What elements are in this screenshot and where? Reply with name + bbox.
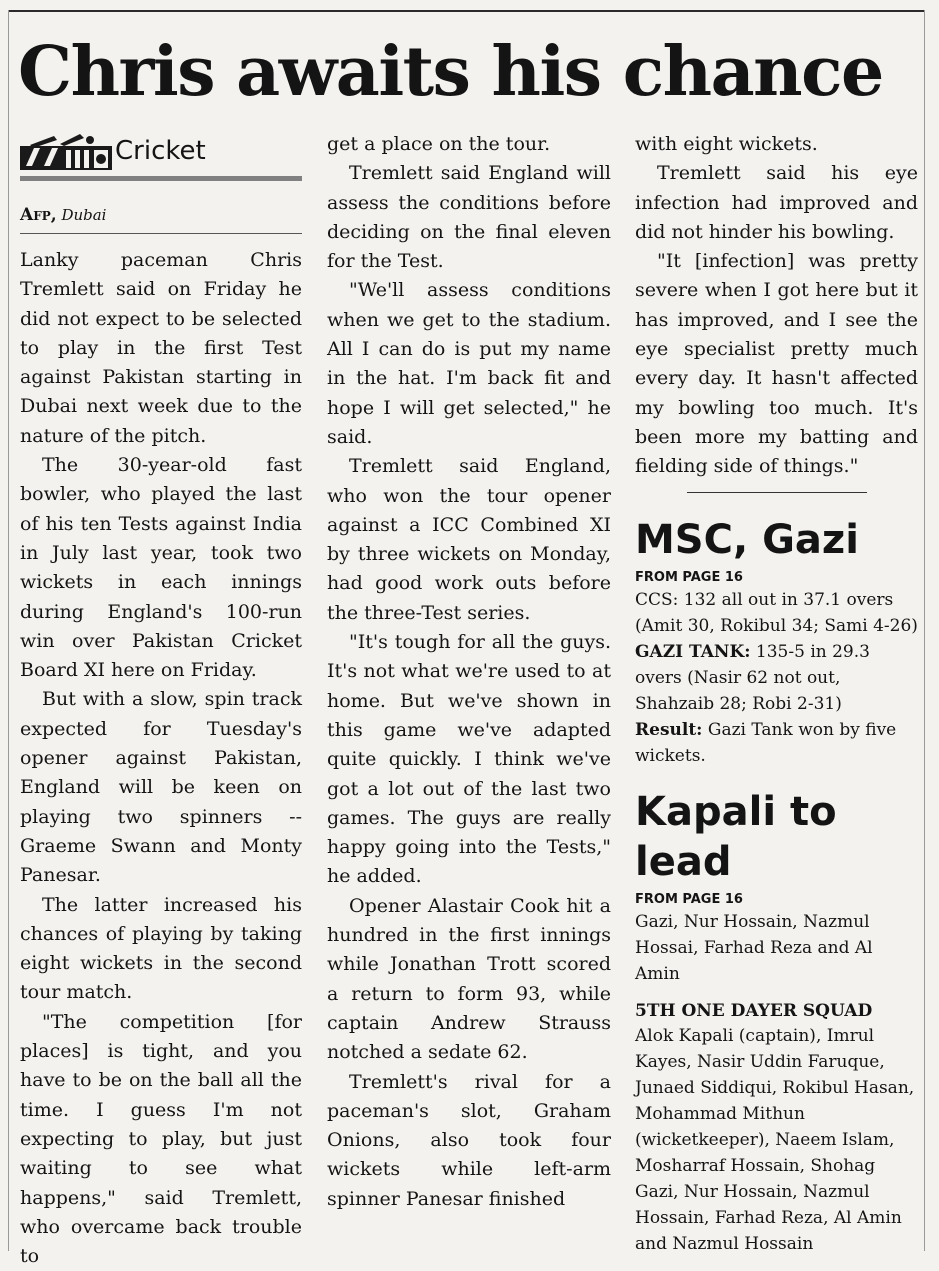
byline-rule: [20, 233, 302, 234]
byline-city: Dubai: [61, 206, 107, 224]
main-headline: Chris awaits his chance: [18, 32, 883, 112]
paragraph: Tremlett said England, who won the tour opener against a ICC Combined XI by three wickets on Monday, had good work outs before the three-Test series.: [327, 455, 611, 624]
squad-intro: Gazi, Nur Hossain, Nazmul Hossai, Farhad Reza and Al Amin: [635, 911, 873, 984]
paragraph: "It [infection] was pretty severe when I got here but it has improved, and I see the eye specialist pretty much every day. It hasn't affected my bowling too much. It's been more my batting and fielding side of things.": [635, 250, 918, 478]
column-3: [635, 130, 918, 1257]
ccs-label: CCS:: [635, 589, 679, 610]
cricket-bat-ball-stumps-icon: [20, 132, 112, 170]
byline-agency: Afp,: [20, 205, 57, 225]
paragraph: Tremlett said England will assess the conditions before deciding on the final eleven for the Test.: [327, 162, 611, 273]
from-page-label: FROM PAGE 16: [635, 891, 743, 907]
paragraph: The 30-year-old fast bowler, who played the last of his ten Tests against India in July last year, took two wickets in each innings during England's 100-run win over Pakistan Cricket Board XI here on Friday.: [20, 454, 302, 682]
squad-list: Alok Kapali (captain), Imrul Kayes, Nasir Uddin Faruque, Junaed Siddiqui, Rokibul Hasan, Mohammad Mithun (wicketkeeper), Naeem Islam, Mosharraf Hossain, Shohag Gazi, Nur Hossain, Nazmul Hossain, Farhad Reza, Al Amin and Nazmul Hossain: [635, 1025, 915, 1254]
left-border-rule: [8, 10, 9, 1251]
paragraph: "We'll assess conditions when we get to the stadium. All I can do is put my name in the hat. I'm back fit and hope I will get selected," he said.: [327, 279, 611, 448]
result-label: Result:: [635, 719, 703, 740]
paragraph: The latter increased his chances of playing by taking eight wickets in the second tour match.: [20, 893, 302, 1004]
section-label: Cricket: [115, 136, 206, 166]
paragraph: But with a slow, spin track expected for Tuesday's opener against Pakistan, England will be keen on playing two spinners -- Graeme Swann and Monty Panesar.: [20, 688, 302, 887]
paragraph: Lanky paceman Chris Tremlett said on Friday he did not expect to be selected to play in the first Test against Pakistan starting in Dubai next week due to the nature of the pitch.: [20, 249, 302, 447]
paragraph: "It's tough for all the guys. It's not what we're used to at home. But we've shown in this game we've adapted quite quickly. I think we've got a lot out of the last two games. The guys are really happy going into the Tests," he added.: [327, 631, 611, 888]
paragraph: get a place on the tour.: [327, 133, 551, 155]
gazi-tank-label: GAZI TANK:: [635, 641, 751, 662]
section-flag: [20, 130, 302, 172]
match-scores: [635, 587, 918, 769]
column-1: [20, 130, 302, 1271]
column-1-text: [20, 246, 302, 1271]
paragraph: Tremlett said his eye infection had improved and did not hinder his bowling.: [635, 162, 918, 243]
msc-gazi-headline: MSC, Gazi: [635, 516, 859, 563]
ccs-score: 132 all out in 37.1 overs (Amit 30, Rokibul 34; Sami 4-26): [635, 589, 918, 636]
result-text: Gazi Tank won by five wickets.: [635, 719, 897, 766]
section-underline: [20, 176, 302, 181]
gazi-tank-score: 135-5 in 29.3 overs (Nasir 62 not out, Shahzaib 28; Robi 2-31): [635, 641, 870, 714]
paragraph: "The competition [for places] is tight, and you have to be on the ball all the time. I guess I'm not expecting to play, but just waiting to see what happens," said Tremlett, who overcame back trouble to: [20, 1010, 302, 1268]
top-page-rule: [8, 10, 925, 12]
column-3-text: [635, 130, 918, 482]
column-2-text: [327, 130, 611, 1214]
story-divider: [687, 492, 867, 493]
paragraph: Tremlett's rival for a paceman's slot, Graham Onions, also took four wickets while left-arm spinner Panesar finished: [327, 1070, 611, 1210]
from-page-label: FROM PAGE 16: [635, 569, 743, 585]
squad-heading: 5TH ONE DAYER SQUAD: [635, 1000, 873, 1021]
kapali-headline: Kapali to lead: [635, 788, 837, 885]
byline: [20, 205, 302, 225]
right-border-rule: [924, 10, 925, 1251]
column-2: [327, 130, 611, 1214]
kapali-story-text: [635, 909, 918, 1257]
paragraph: Opener Alastair Cook hit a hundred in the first innings while Jonathan Trott scored a return to form 93, while captain Andrew Strauss notched a sedate 62.: [327, 894, 611, 1064]
paragraph: with eight wickets.: [635, 133, 818, 155]
